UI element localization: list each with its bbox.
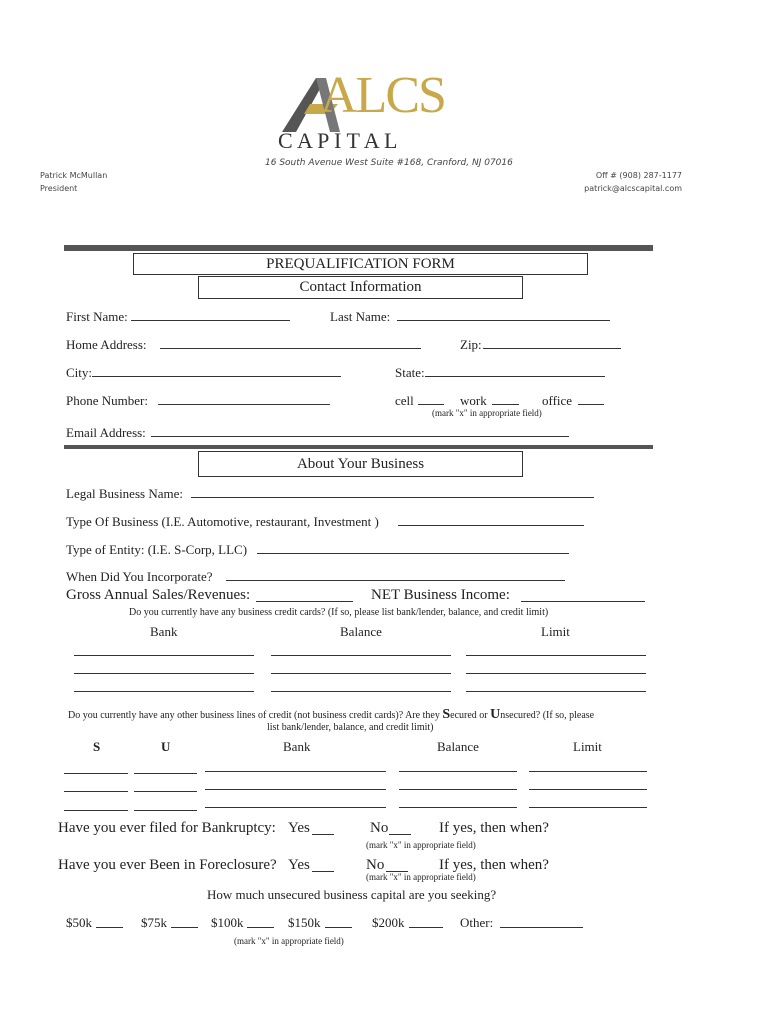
lines-question-u: U <box>490 707 501 722</box>
line-bank-3[interactable] <box>205 807 386 808</box>
city-field[interactable] <box>92 376 341 377</box>
section-about-your-business: About Your Business <box>198 451 523 477</box>
first-name-field[interactable] <box>131 320 290 321</box>
phone-mark-note: (mark "x" in appropriate field) <box>432 408 542 418</box>
credit-card-bank-1[interactable] <box>74 655 254 656</box>
bankruptcy-yes-label: Yes <box>288 820 310 836</box>
lines-question-part-2: list bank/lender, balance, and credit limit) <box>267 722 434 733</box>
type-of-entity-field[interactable] <box>257 553 569 554</box>
amount-150k-checkbox[interactable] <box>325 927 352 928</box>
line-unsecured-1[interactable] <box>134 773 197 774</box>
company-logo <box>278 67 450 154</box>
line-limit-3[interactable] <box>529 807 647 808</box>
foreclosure-yes-checkbox[interactable] <box>312 871 334 872</box>
state-field[interactable] <box>425 376 605 377</box>
phone-number-field[interactable] <box>158 404 330 405</box>
incorporate-label: When Did You Incorporate? <box>66 569 213 584</box>
logo-letters: ALCS <box>320 67 445 124</box>
foreclosure-if-yes: If yes, then when? <box>439 857 549 873</box>
first-name-label: First Name: <box>66 309 128 324</box>
city-label: City: <box>66 365 93 380</box>
line-secured-2[interactable] <box>64 791 128 792</box>
bankruptcy-yes-checkbox[interactable] <box>312 834 334 835</box>
amount-50k-label: $50k <box>66 915 92 930</box>
credit-card-bank-3[interactable] <box>74 691 254 692</box>
lines-col-u: U <box>161 739 171 754</box>
amount-200k-label: $200k <box>372 915 405 930</box>
contact-title: President <box>40 184 78 193</box>
line-limit-2[interactable] <box>529 789 647 790</box>
capital-mark-note: (mark "x" in appropriate field) <box>234 936 344 946</box>
foreclosure-question: Have you ever Been in Foreclosure? <box>58 857 277 873</box>
divider-bar <box>64 445 653 449</box>
logo-capital: C A P I T A L <box>278 128 398 153</box>
contact-email: patrick@alcscapital.com <box>584 184 682 193</box>
lines-question-part-1: Do you currently have any other business lines of credit (not business credit cards)? Are they <box>68 710 440 721</box>
bankruptcy-if-yes: If yes, then when? <box>439 820 549 836</box>
amount-75k-checkbox[interactable] <box>171 927 198 928</box>
contact-name: Patrick McMullan <box>40 171 108 180</box>
capital-question: How much unsecured business capital are you seeking? <box>207 887 497 902</box>
amount-150k-label: $150k <box>288 915 321 930</box>
amount-other-field[interactable] <box>500 927 583 928</box>
incorporate-field[interactable] <box>226 580 565 581</box>
line-unsecured-2[interactable] <box>134 791 197 792</box>
type-of-business-label: Type Of Business (I.E. Automotive, restaurant, Investment ) <box>66 514 379 529</box>
amount-100k-label: $100k <box>211 915 244 930</box>
last-name-label: Last Name: <box>330 309 391 324</box>
zip-field[interactable] <box>483 348 621 349</box>
amount-100k-checkbox[interactable] <box>247 927 274 928</box>
lines-col-s: S <box>93 739 101 754</box>
cell-label: cell <box>395 393 414 408</box>
credit-cards-col-limit: Limit <box>541 624 570 639</box>
bankruptcy-no-checkbox[interactable] <box>389 834 411 835</box>
lines-col-limit: Limit <box>573 739 602 754</box>
line-bank-1[interactable] <box>205 771 386 772</box>
work-label: work <box>460 393 487 408</box>
credit-card-balance-2[interactable] <box>271 673 451 674</box>
state-label: State: <box>395 365 425 380</box>
company-address: 16 South Avenue West Suite #168, Cranford, NJ 07016 <box>265 158 513 168</box>
line-bank-2[interactable] <box>205 789 386 790</box>
credit-card-limit-1[interactable] <box>466 655 646 656</box>
lines-col-bank: Bank <box>283 739 311 754</box>
lines-of-credit-question <box>68 707 594 723</box>
contact-phone: Off # (908) 287-1177 <box>595 171 682 180</box>
line-balance-2[interactable] <box>399 789 517 790</box>
lines-question-nsecured: nsecured? (If so, please <box>500 710 595 721</box>
credit-card-limit-3[interactable] <box>466 691 646 692</box>
amount-50k-checkbox[interactable] <box>96 927 123 928</box>
legal-business-name-label: Legal Business Name: <box>66 486 183 501</box>
foreclosure-no-label: No <box>366 857 385 873</box>
gross-sales-field[interactable] <box>256 601 353 602</box>
lines-question-ecured: ecured or <box>450 710 488 721</box>
last-name-field[interactable] <box>397 320 610 321</box>
gross-sales-label: Gross Annual Sales/Revenues: <box>66 587 251 603</box>
type-of-business-field[interactable] <box>398 525 584 526</box>
cell-checkbox[interactable] <box>418 404 444 405</box>
office-label: office <box>542 393 573 408</box>
foreclosure-yes-label: Yes <box>288 857 310 873</box>
line-limit-1[interactable] <box>529 771 647 772</box>
credit-cards-col-bank: Bank <box>150 624 178 639</box>
amount-75k-label: $75k <box>141 915 167 930</box>
credit-cards-question: Do you currently have any business credit cards? (If so, please list bank/lender, balance, and credit limit) <box>129 607 549 618</box>
lines-question-s: S <box>442 707 451 722</box>
home-address-label: Home Address: <box>66 337 147 352</box>
phone-number-label: Phone Number: <box>66 393 148 408</box>
type-of-entity-label: Type of Entity: (I.E. S-Corp, LLC) <box>66 542 248 557</box>
zip-label: Zip: <box>460 337 482 352</box>
amount-200k-checkbox[interactable] <box>409 927 443 928</box>
net-income-label: NET Business Income: <box>371 587 510 603</box>
lines-col-balance: Balance <box>437 739 479 754</box>
bankruptcy-no-label: No <box>370 820 389 836</box>
legal-business-name-field[interactable] <box>191 497 594 498</box>
bankruptcy-question: Have you ever filed for Bankruptcy: <box>58 820 276 836</box>
line-balance-1[interactable] <box>399 771 517 772</box>
line-balance-3[interactable] <box>399 807 517 808</box>
email-address-label: Email Address: <box>66 425 146 440</box>
bankruptcy-mark-note: (mark "x" in appropriate field) <box>366 840 476 850</box>
net-income-field[interactable] <box>521 601 645 602</box>
credit-cards-col-balance: Balance <box>340 624 382 639</box>
credit-card-limit-2[interactable] <box>466 673 646 674</box>
email-address-field[interactable] <box>151 436 569 437</box>
section-contact-information: Contact Information <box>198 276 523 299</box>
form-title: PREQUALIFICATION FORM <box>133 253 588 275</box>
line-unsecured-3[interactable] <box>134 810 197 811</box>
foreclosure-mark-note: (mark "x" in appropriate field) <box>366 872 476 882</box>
office-checkbox[interactable] <box>578 404 604 405</box>
line-secured-3[interactable] <box>64 810 128 811</box>
credit-card-bank-2[interactable] <box>74 673 254 674</box>
credit-card-balance-1[interactable] <box>271 655 451 656</box>
credit-card-balance-3[interactable] <box>271 691 451 692</box>
line-secured-1[interactable] <box>64 773 128 774</box>
home-address-field[interactable] <box>160 348 421 349</box>
amount-other-label: Other: <box>460 915 494 930</box>
divider-bar <box>64 245 653 251</box>
work-checkbox[interactable] <box>492 404 519 405</box>
